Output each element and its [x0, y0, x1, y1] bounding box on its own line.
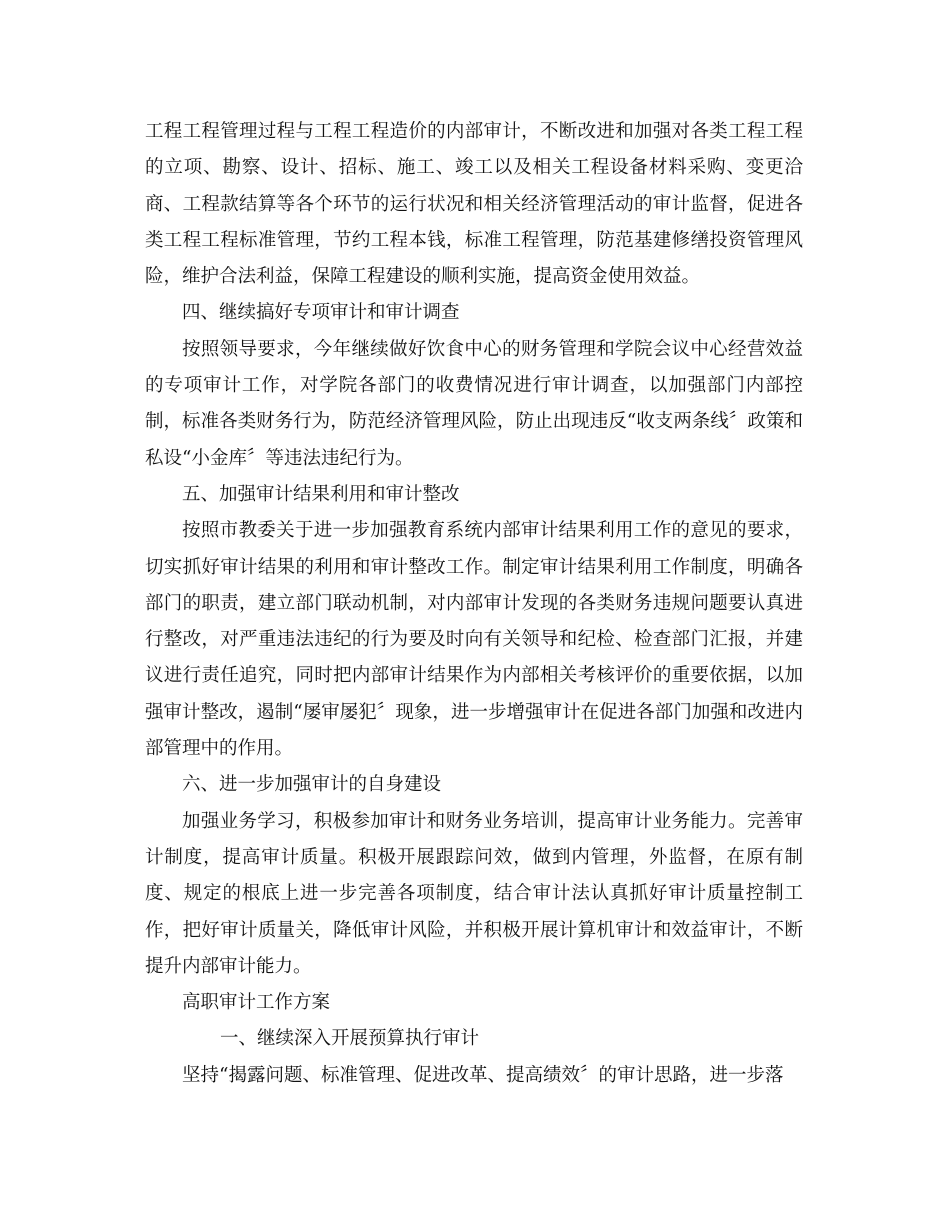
paragraph-project-audit: 工程工程管理过程与工程工程造价的内部审计，不断改进和加强对各类工程工程的立项、勘察、设计、招标、施工、竣工以及相关工程设备材料采购、变更洽商、工程款结算等各个环节的运行状况和相关经济管理活动的审计监督，促进各类工程工程标准管理，节约工程本钱，标准工程管理，防范基建修缮投资管理风险，维护合法利益，保障工程建设的顺利实施，提高资金使用效益。: [145, 121, 803, 288]
paragraph-special-audit: 按照领导要求，今年继续做好饮食中心的财务管理和学院会议中心经营效益的专项审计工作，对学院各部门的收费情况进行审计调查，以加强部门内部控制，标准各类财务行为，防范经济管理风险，防止出现违反“收支两条线〞政策和私设“小金库〞等违法违纪行为。: [145, 338, 803, 469]
section-heading-special-audit: 四、继续搞好专项审计和审计调查: [182, 302, 460, 324]
section-heading-self-construction: 六、进一步加强审计的自身建设: [182, 774, 442, 796]
section-heading-budget-audit: 一、继续深入开展预算执行审计: [220, 1028, 480, 1050]
document-body: [145, 114, 803, 1094]
paragraph-budget-audit: 坚持“揭露问题、标准管理、促进改革、提高绩效〞的审计思路，进一步落: [182, 1064, 784, 1086]
paragraph-audit-results: 按照市教委关于进一步加强教育系统内部审计结果利用工作的意见的要求，切实抓好审计结果的利用和审计整改工作。制定审计结果利用工作制度，明确各部门的职责，建立部门联动机制，对内部审计发现的各类财务违规问题要认真进行整改，对严重违法违纪的行为要及时向有关领导和纪检、检查部门汇报，并建议进行责任追究，同时把内部审计结果作为内部相关考核评价的重要依据，以加强审计整改，遏制“屡审屡犯〞现象，进一步增强审计在促进各部门加强和改进内部管理中的作用。: [145, 520, 803, 760]
paragraph-self-construction: 加强业务学习，积极参加审计和财务业务培训，提高审计业务能力。完善审计制度，提高审计质量。积极开展跟踪问效，做到内管理，外监督，在原有制度、规定的根底上进一步完善各项制度，结合审计法认真抓好审计质量控制工作，把好审计质量关，降低审计风险，并积极开展计算机审计和效益审计，不断提升内部审计能力。: [145, 810, 803, 977]
document-subtitle: 高职审计工作方案: [182, 992, 331, 1014]
section-heading-audit-results: 五、加强审计结果利用和审计整改: [182, 483, 460, 505]
